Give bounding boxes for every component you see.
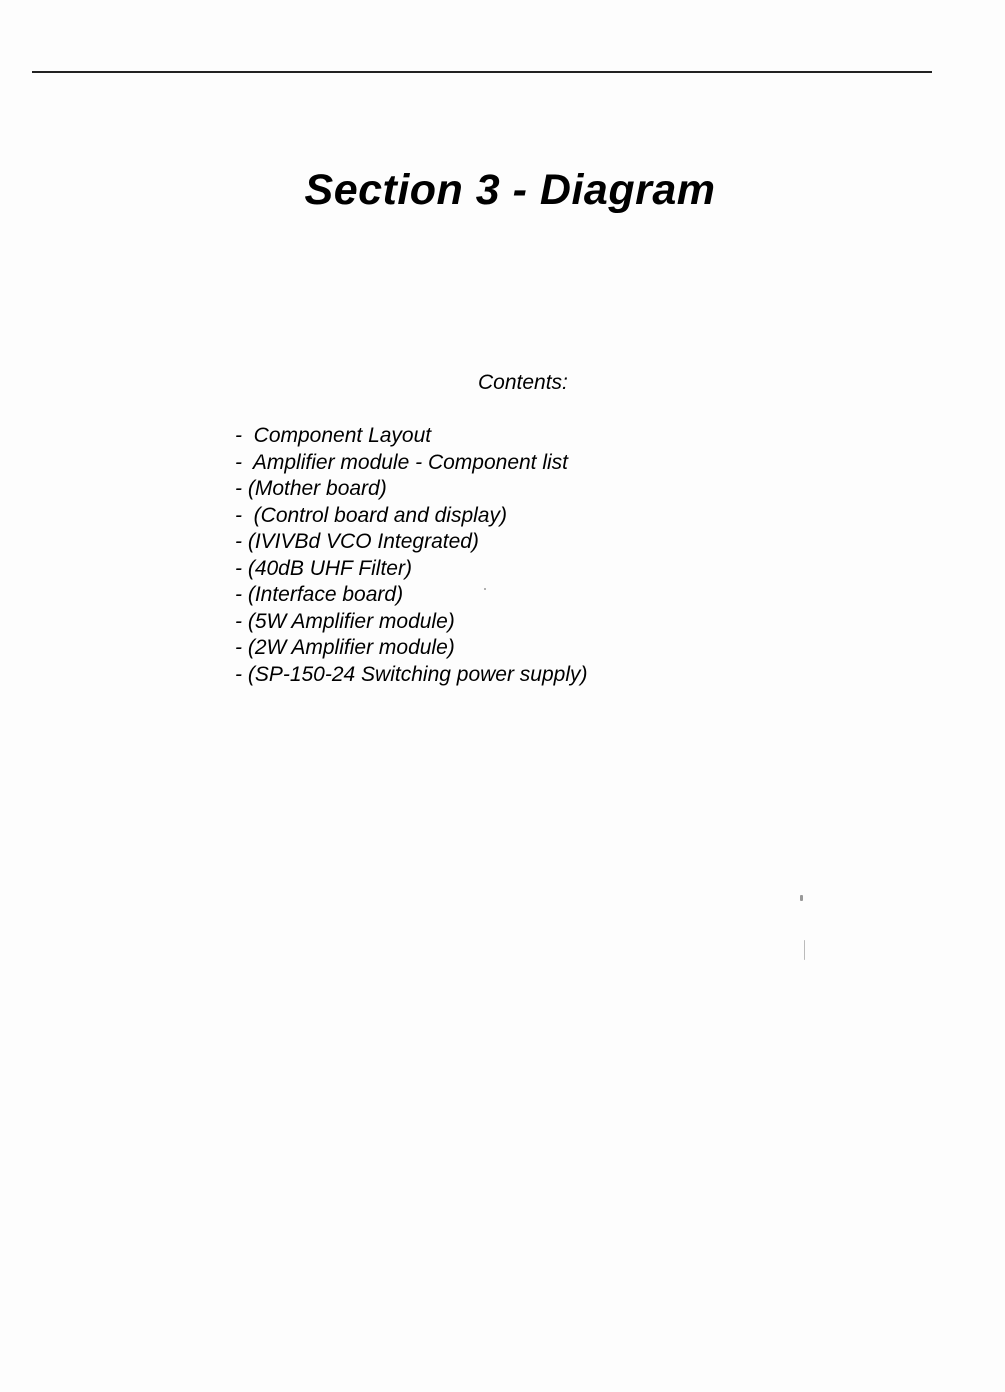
contents-list — [235, 423, 588, 688]
scan-speck — [484, 588, 486, 590]
contents-heading: Contents: — [478, 371, 568, 394]
list-item: - (40dB UHF Filter) — [235, 556, 412, 580]
header-rule — [32, 71, 932, 73]
scan-speck — [804, 940, 805, 960]
list-item: - Amplifier module - Component list — [235, 450, 569, 474]
list-item: - (Interface board) — [235, 583, 404, 606]
list-item: - (5W Amplifier module) — [235, 609, 455, 633]
list-item: - (Mother board) — [235, 477, 387, 500]
list-item: - (IVIVBd VCO Integrated) — [235, 530, 479, 553]
page-title: Section 3 - Diagram — [304, 166, 716, 214]
list-item: - (Control board and display) — [235, 503, 507, 527]
list-item: - (2W Amplifier module) — [235, 636, 455, 659]
scan-speck — [800, 895, 803, 901]
list-item: - (SP-150-24 Switching power supply) — [235, 662, 588, 686]
list-item: - Component Layout — [235, 424, 432, 447]
